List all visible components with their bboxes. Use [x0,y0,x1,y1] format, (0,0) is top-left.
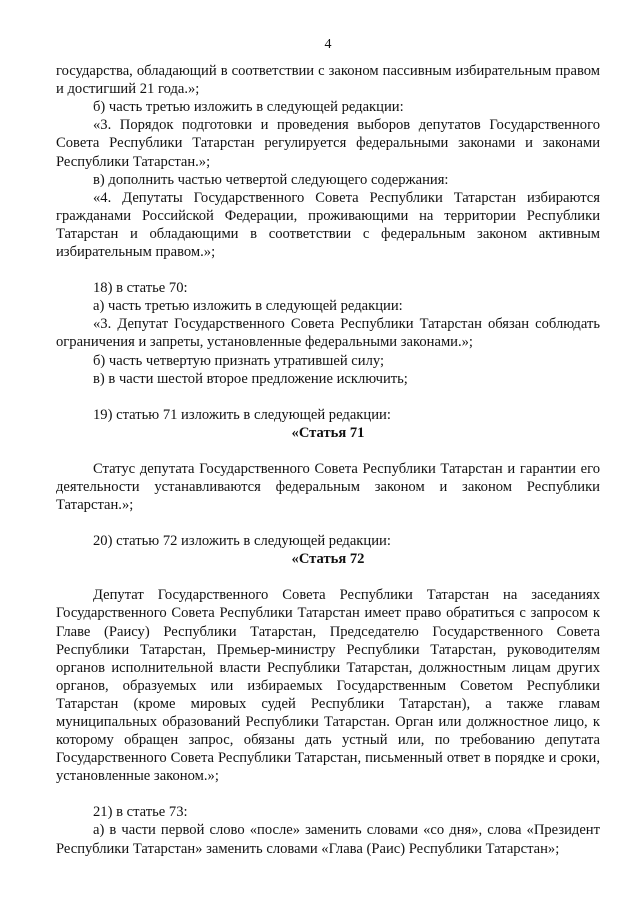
paragraph: 19) статью 71 изложить в следующей редакции: [93,406,391,423]
paragraph: а) в части первой слово «после» заменить словами «со дня», слова «Президент Республики Татарстан» заменить словами «Глава (Раис) Республики Татарстан»; [56,822,600,857]
document-body [56,62,600,858]
paragraph: Депутат Государственного Совета Республики Татарстан на заседаниях Государственного Совета Республики Татарстан имеет право обратиться с запросом к Главе (Раису) Республики Татарстан, Председателю Государственного Совета Республики Татарстан, Премьер-министру Республики Татарстан, руководителям органов исполнительной власти Республики Татарстан, должностным лицам других органов, образуемых или избираемых Государственным Советом Республики Татарстан (кроме мировых судей Республики Татарстан), а также главам муниципальных образований Республики Татарстан. Орган или должностное лицо, к которому обращен запрос, обязаны дать устный или, по требованию депутата Государственного Совета Республики Татарстан, письменный ответ в порядке и сроки, установленные законом.»; [56,587,600,785]
paragraph-gap [56,785,600,803]
article-heading: «Статья 71 [291,424,365,441]
paragraph: «4. Депутаты Государственного Совета Республики Татарстан избираются гражданами Российской Федерации, проживающими на территории Республики Татарстан и обладающими в соответствии с федеральным законом активным избирательным правом.»; [56,189,600,261]
paragraph: б) часть четвертую признать утратившей силу; [93,352,385,369]
paragraph-gap [56,261,600,279]
paragraph: 20) статью 72 изложить в следующей редакции: [93,533,391,550]
paragraph-gap [56,388,600,406]
paragraph: Статус депутата Государственного Совета Республики Татарстан и гарантии его деятельности устанавливаются федеральным законом и законом Республики Татарстан.»; [56,460,600,514]
paragraph: б) часть третью изложить в следующей редакции: [93,99,404,116]
paragraph-gap [56,442,600,460]
paragraph-gap [56,568,600,586]
paragraph: 21) в статье 73: [93,804,188,821]
paragraph-gap [56,514,600,532]
article-heading: «Статья 72 [291,551,365,568]
paragraph: 18) в статье 70: [93,280,188,297]
paragraph: в) в части шестой второе предложение исключить; [93,370,408,387]
paragraph: а) часть третью изложить в следующей редакции: [93,298,403,315]
paragraph: государства, обладающий в соответствии с законом пассивным избирательным правом и достигший 21 года.»; [56,63,600,98]
paragraph: «3. Порядок подготовки и проведения выборов депутатов Государственного Совета Республики Татарстан регулируется федеральными законами и законами Республики Татарстан.»; [56,117,600,170]
page-number: 4 [324,37,332,52]
paragraph: «3. Депутат Государственного Совета Республики Татарстан обязан соблюдать ограничения и запреты, установленные федеральными законами.»; [56,316,600,351]
paragraph: в) дополнить частью четвертой следующего содержания: [93,171,449,188]
